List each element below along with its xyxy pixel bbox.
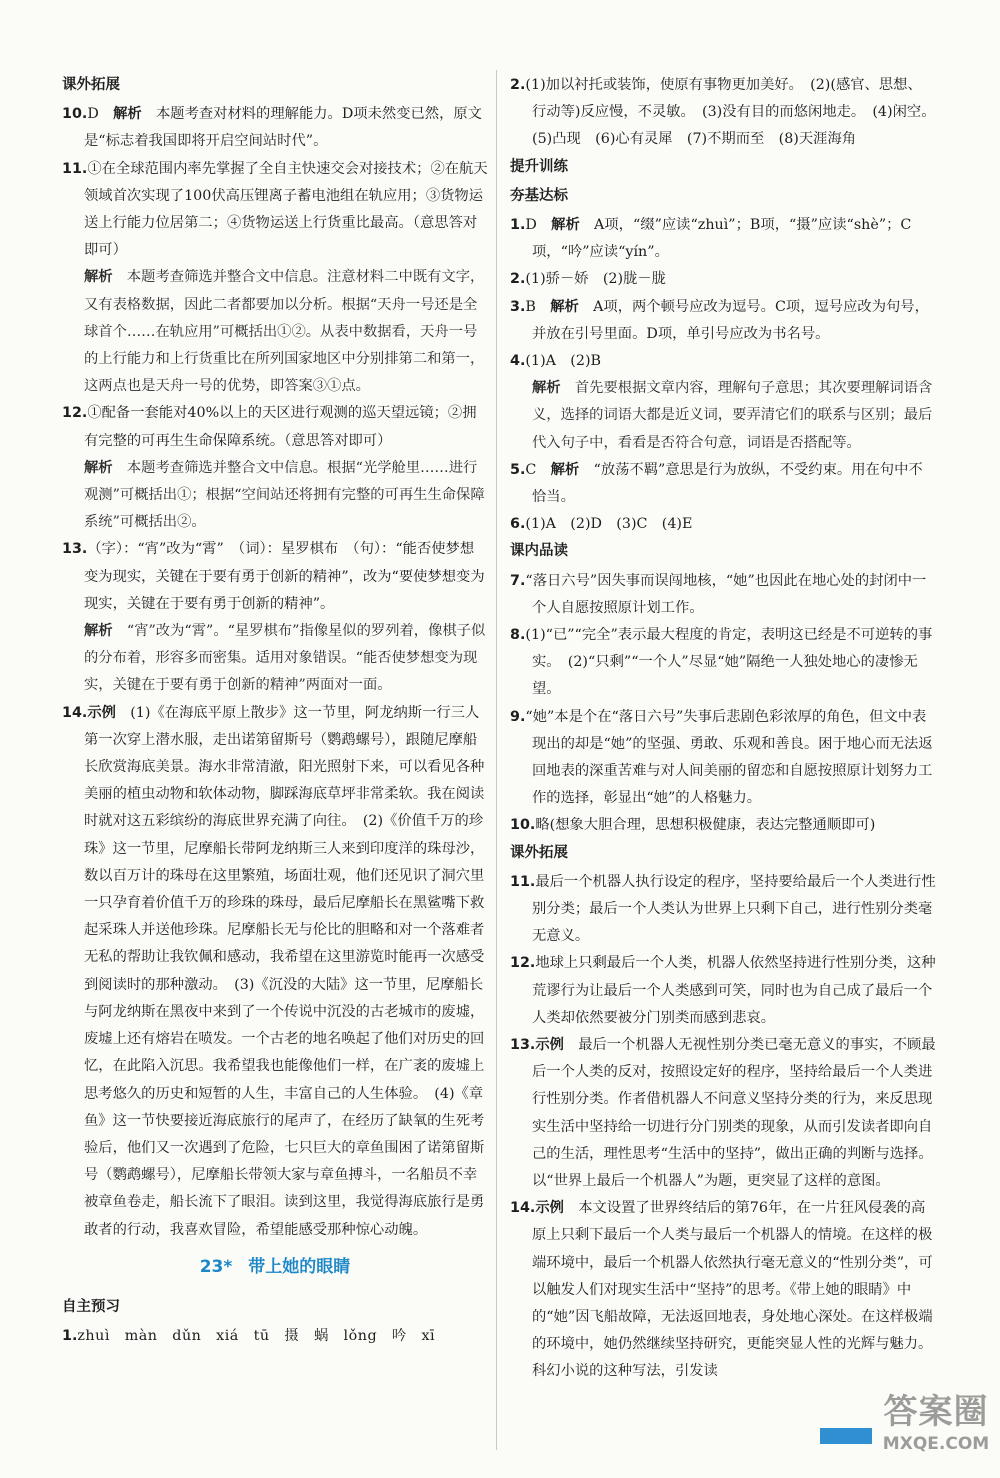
example-label: 示例 (87, 704, 116, 721)
example-label: 示例 (535, 1200, 564, 1217)
item-number: 4. (510, 353, 526, 369)
analysis-text: 本题考查筛选并整合文中信息。根据“光学舱里……进行观测”可概括出①；根据“空间站还将拥有完整的可再生生命保障系统”可概括出②。 (84, 459, 485, 531)
answer-text: 略(想象大胆合理，思想积极健康，表达完整通顺即可) (535, 817, 876, 834)
answer-text: C (525, 461, 537, 478)
section-heading: 自主预习 (62, 1298, 120, 1315)
answer-item-14 (510, 1195, 936, 1385)
answer-item-5 (510, 457, 936, 511)
answer-item-11 (62, 156, 488, 265)
item-number: 9. (510, 708, 526, 725)
analysis-label: 解析 (84, 623, 113, 640)
section-heading: 课外拓展 (62, 77, 120, 93)
analysis-block (62, 618, 488, 700)
item-number: 5. (510, 461, 526, 478)
answer-text: (1)A (2)D (3)C (4)E (525, 516, 693, 533)
analysis-text: 本题考查对材料的理解能力。D项未然变已然，原文是“标志着我国即将开启空间站时代”。 (84, 106, 482, 150)
answer-text: 最后一个机器人执行设定的程序，坚持要给最后一个人类进行性别分类；最后一个人类认为世界上只剩下自己，进行性别分类毫无意义。 (532, 873, 936, 945)
answer-text: 最后一个机器人无视性别分类已毫无意义的事实，不顾最后一个人类的反对，按照设定好的程序，坚持给最后一个人类进行性别分类。作者借机器人不问意义坚持分类的行为，来反思现实生活中坚持给一切进行分门别类的现象，从而引发读者即向自己的生活，理性思考“生活中的坚持”，做出正确的判断与选择。以“世界上最后一个机器人”为题，更突显了这样的意图。 (532, 1037, 936, 1190)
lesson-name: 带上她的眼睛 (248, 1256, 351, 1277)
item-number: 13. (510, 1037, 536, 1054)
answer-item-2 (510, 266, 936, 293)
item-number: 12. (62, 405, 88, 422)
analysis-label: 解析 (550, 461, 580, 478)
answer-item-10 (510, 812, 936, 839)
analysis-label: 解析 (84, 459, 113, 476)
lesson-title (62, 1250, 488, 1284)
answer-item-6 (510, 511, 936, 538)
answer-item-13 (62, 536, 488, 618)
answer-text: 地球上只剩最后一个人类，机器人依然坚持进行性别分类，这种荒谬行为让最后一个人类感到可笑，同时也为自己成了最后一个人类却依然要被分门别类而感到悲哀。 (532, 955, 936, 1026)
answer-text: B (525, 298, 536, 315)
answer-item-1 (510, 212, 936, 266)
analysis-label: 解析 (551, 216, 580, 233)
answer-item-8 (510, 622, 936, 704)
answer-item-1 (62, 1323, 488, 1350)
analysis-label: 解析 (550, 298, 579, 315)
left-column (62, 72, 488, 1350)
item-number: 14. (62, 704, 88, 721)
item-number: 10. (510, 817, 536, 834)
analysis-label: 解析 (113, 106, 142, 123)
item-number: 11. (510, 873, 536, 890)
analysis-text: A项，“缀”应读“zhuì”；B项，“摄”应读“shè”；C项，“吟”应读“yín”。 (532, 216, 912, 261)
section-heading: 课内品读 (510, 543, 568, 560)
item-number: 10. (62, 106, 88, 123)
answer-text: “她”本是个在“落日六号”失事后悲剧色彩浓厚的角色，但文中表现出的却是“她”的坚强、勇敢、乐观和善良。困于地心而无法返回地表的深重苦难与对人间美丽的留恋和自愿按照原计划努力工作的选择，彰显出“她”的人格魅力。 (525, 708, 933, 807)
analysis-text: A项，两个顿号应改为逗号。C项，逗号应改为句号，并放在引号里面。D项，单引号应改为书名号。 (532, 298, 929, 342)
answer-item-13 (510, 1032, 936, 1195)
column-divider (496, 70, 497, 1450)
answer-item-9 (510, 704, 936, 813)
answer-text: “落日六号”因失事而误闯地核，“她”也因此在地心处的封闭中一个人自愿按照原计划工作。 (525, 572, 927, 616)
answer-text: (1)骄－娇 (2)胧－胧 (525, 271, 666, 288)
analysis-text: “宵”改为“霄”。“星罗棋布”指像星似的罗列着，像棋子似的分布着，形容多而密集。适用对象错误。“能否使梦想变为现实，关键在于要有勇于创新的精神”两面对一面。 (84, 623, 486, 694)
answer-text: D (525, 216, 537, 233)
answer-text: (1)“已”“完全”表示最大程度的肯定，表明这已经是不可逆转的事实。 (2)“只剩”“一个人”尽显“她”隔绝一人独处地心的凄惨无望。 (525, 627, 933, 698)
item-number: 1. (62, 1327, 78, 1344)
page-number-bar (820, 1428, 872, 1444)
analysis-block (510, 375, 936, 457)
watermark-title: 答案圈 (883, 1392, 989, 1432)
right-column (510, 72, 943, 1386)
analysis-text: “放荡不羁”意思是行为放纵，不受约束。用在句中不恰当。 (532, 461, 923, 506)
item-number: 13. (62, 541, 88, 558)
pinyin-answers: zhuì màn dǔn xiá tū 摄 蜗 lǒng 吟 xī (77, 1327, 436, 1344)
answer-text: ①配备一套能对40%以上的天区进行观测的巡天望远镜；②拥有完整的可再生生命保障系统。（意思答对即可） (84, 405, 477, 449)
section-heading: 课外拓展 (510, 844, 568, 861)
analysis-label: 解析 (84, 269, 113, 286)
watermark-url: MXQE.COM (882, 1434, 990, 1454)
item-number: 2. (510, 77, 526, 93)
analysis-label: 解析 (532, 380, 561, 397)
lesson-number: 23* (199, 1256, 233, 1277)
answer-item-12 (62, 400, 488, 454)
answer-text: （字）：“宵”改为“霄” （词）：星罗棋布 （句）：“能否使梦想变为现实，关键在于要有勇于创新的精神”，改为“要使梦想变为现实，关键在于要有勇于创新的精神”。 (84, 541, 485, 612)
answer-item-14 (62, 700, 488, 1244)
item-number: 14. (510, 1200, 536, 1217)
answer-text: 本文设置了世界终结后的第76年，在一片狂风侵袭的高原上只剩下最后一个人类与最后一个机器人的情境。在这样的极端环境中，最后一个机器人依然执行毫无意义的“性别分类”，可以触发人们对现实生活中“坚持”的思考。《带上她的眼睛》中的“她”因飞船故障，无法返回地表，身处地心深处。在这样极端的环境中，她仍然继续坚持研究，更能突显人性的光辉与魅力。科幻小说的这种写法，引发读 (532, 1200, 933, 1380)
answer-item-3 (510, 294, 936, 348)
item-number: 7. (510, 572, 526, 589)
answer-text: (1)A (2)B (525, 353, 602, 369)
analysis-text: 本题考查筛选并整合文中信息。注意材料二中既有文字，又有表格数据，因此二者都要加以分析。根据“天舟一号还是全球首个……在轨应用”可概括出①②。从表中数据看，天舟一号的上行能力和上行货重比在所列国家地区中分别排第二和第一，这两点也是天舟一号的优势，即答案③①点。 (84, 269, 485, 395)
answer-text: (1)《在海底平原上散步》这一节里，阿龙纳斯一行三人第一次穿上潜水服，走出诺第留斯号（鹦鹉螺号），跟随尼摩船长欣赏海底美景。海水非常清澈，阳光照射下来，可以看见各种美丽的植虫动物和软体动物，脚踩海底草坪非常柔软。我在阅读时就对这五彩缤纷的海底世界充满了向往。 (2)《价值千万的珍珠》这一节里，尼摩船长带阿龙纳斯三人来到印度洋的珠母沙，数以百万计的珠母在这里繁殖，场面壮观，他们还见识了洞穴里一只孕育着价值千万的珍珠的珠母，最后尼摩船长在黑鲨嘴下救起采珠人并送他珍珠。尼摩船长无与伦比的胆略和对一个落难者无私的帮助让我钦佩和感动，我希望在这里游览时能再一次感受到阅读时的那种激动。 (3)《沉没的大陆》这一节里，尼摩船长与阿龙纳斯在黑夜中来到了一个传说中沉没的古老城市的废墟，废墟上还有熔岩在喷发。一个古老的地名唤起了他们对历史的回忆，在此陷入沉思。我希望我也能像他们一样，在广袤的废墟上思考悠久的历史和短暂的人生，丰富自己的人生体验。 (4)《章鱼》这一节快要接近海底旅行的尾声了，在经历了缺氧的生死考验后，他们又一次遇到了危险，七只巨大的章鱼围困了诺第留斯号（鹦鹉螺号），尼摩船长带领大家与章鱼搏斗，一名船员不幸被章鱼卷走，船长流下了眼泪。读到这里，我觉得海底旅行是勇敢者的行动，我喜欢冒险，希望能感受那种惊心动魄。 (84, 704, 485, 1238)
item-number: 8. (510, 627, 526, 644)
section-heading: 提升训练 (510, 158, 568, 175)
answer-item-7 (510, 568, 936, 622)
item-number: 11. (62, 160, 88, 177)
item-number: 12. (510, 955, 536, 972)
analysis-block (62, 455, 488, 537)
answer-item-10 (62, 101, 488, 155)
answer-item-12 (510, 950, 936, 1032)
item-number: 6. (510, 516, 526, 533)
item-number: 3. (510, 298, 526, 315)
example-label: 示例 (535, 1037, 564, 1054)
answer-text: ①在全球范围内率先掌握了全自主快速交会对接技术；②在航天领域首次实现了100伏高压锂离子蓄电池组在轨应用；③货物运送上行能力位居第二；④货物运送上行货重比最高。（意思答对即可） (84, 160, 488, 259)
answer-item-4 (510, 348, 936, 375)
item-number: 1. (510, 216, 526, 233)
analysis-text: 首先要根据文章内容，理解句子意思；其次要理解词语含义，选择的词语大都是近义词，要弄清它们的联系与区别；最后代入句子中，看看是否符合句意，词语是否搭配等。 (532, 380, 933, 451)
answer-text: D (87, 106, 99, 123)
watermark-logo (880, 1392, 992, 1472)
answer-item-11 (510, 869, 936, 951)
answer-text: (1)加以衬托或装饰，使原有事物更加美好。 (2)(感官、思想、行动等)反应慢，不灵敏。 (3)没有目的而悠闲地走。 (4)闲空。 (5)凸现 (6)心有灵犀 (7)不期而至 (8)天涯海角 (525, 77, 943, 148)
item-number: 2. (510, 271, 526, 288)
subsection-heading: 夯基达标 (510, 187, 568, 204)
analysis-block (62, 264, 488, 400)
answer-item-2 (510, 72, 943, 154)
